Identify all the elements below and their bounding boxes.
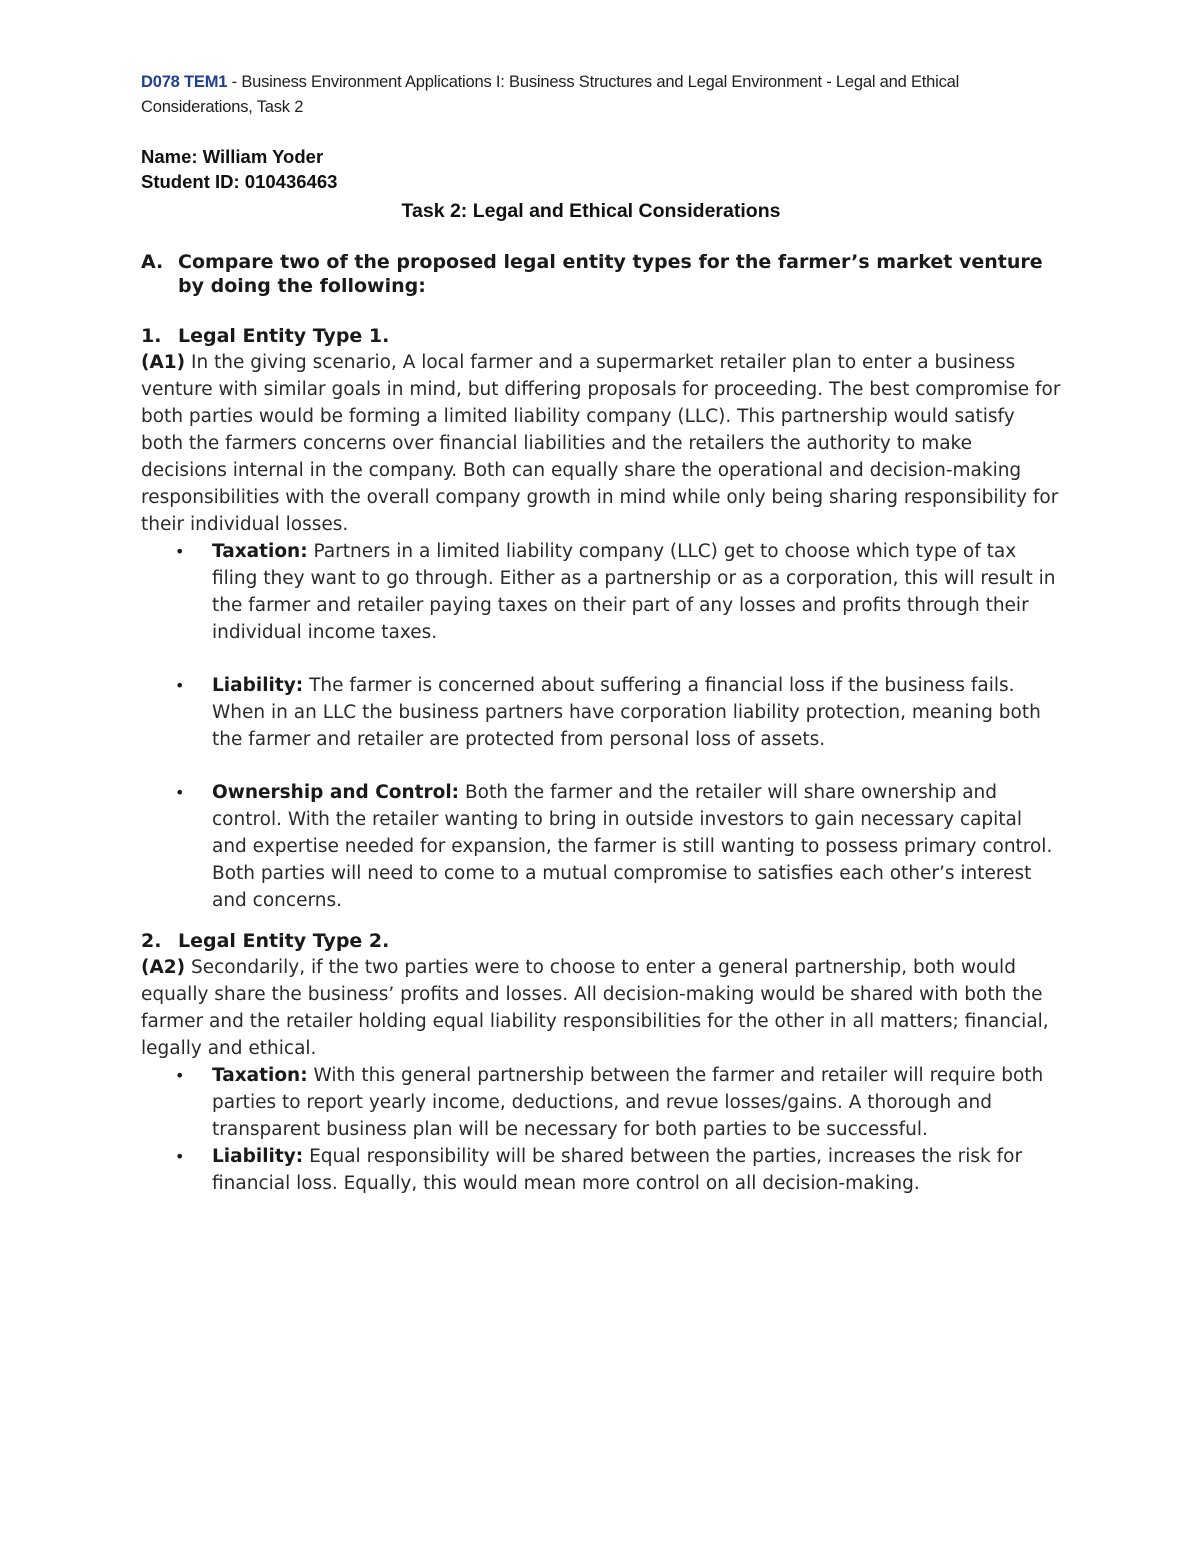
entity-1-title: Legal Entity Type 1. [178, 325, 390, 347]
bullet-term: Liability: [212, 1146, 304, 1167]
list-item [141, 779, 1061, 914]
entity-2-number: 2. [141, 930, 162, 952]
entity-2-heading [141, 928, 1061, 954]
bullet-icon: • [175, 783, 185, 802]
entity-2-paragraph [141, 954, 1061, 1062]
bullet-icon: • [175, 1066, 185, 1085]
student-info [141, 144, 1061, 194]
document-header [141, 70, 1061, 120]
bullet-term: Ownership and Control: [212, 782, 460, 803]
student-name: Name: William Yoder [141, 146, 324, 167]
bullet-text: Equal responsibility will be shared between the parties, increases the risk for financial loss. Equally, this would mean more control on all decision-making. [212, 1146, 1023, 1194]
section-a-text: Compare two of the proposed legal entity types for the farmer’s market venture by doing the following: [178, 251, 1043, 297]
task-title: Task 2: Legal and Ethical Considerations [401, 200, 781, 222]
a1-tag: (A1) [141, 352, 186, 373]
bullet-text: Both the farmer and the retailer will share ownership and control. With the retailer wanting to bring in outside investors to gain necessary capital and expertise needed for expansion, the farmer is still wanting to possess primary control. Both parties will need to come to a mutual compromise to satisfies each other’s interest and concerns. [212, 782, 1053, 911]
list-item [141, 538, 1061, 646]
section-a-heading [141, 250, 1061, 298]
bullet-text: The farmer is concerned about suffering a financial loss if the business fails. When in an LLC the business partners have corporation liability protection, meaning both the farmer and retailer are protected from personal loss of assets. [212, 675, 1041, 750]
entity-2-bullet-list [141, 1062, 1061, 1197]
entity-1-paragraph [141, 349, 1061, 538]
course-description: - Business Environment Applications I: Business Structures and Legal Environment - Legal and Ethical Considerations, Task 2 [141, 73, 960, 116]
entity-1-heading [141, 323, 1061, 349]
bullet-icon: • [175, 1147, 185, 1166]
bullet-icon: • [175, 542, 185, 561]
list-item [141, 672, 1061, 753]
list-item [141, 1062, 1061, 1143]
bullet-term: Liability: [212, 675, 304, 696]
bullet-text: Partners in a limited liability company (LLC) get to choose which type of tax filing they want to go through. Either as a partnership or as a corporation, this will result in the farmer and retailer paying taxes on their part of any losses and profits through their individual income taxes. [212, 541, 1056, 643]
course-code: D078 TEM1 [141, 73, 228, 91]
bullet-term: Taxation: [212, 1065, 308, 1086]
student-id: Student ID: 010436463 [141, 171, 338, 192]
section-a-letter: A. [141, 251, 164, 273]
entity-2-title: Legal Entity Type 2. [178, 930, 390, 952]
a2-tag: (A2) [141, 957, 186, 978]
bullet-term: Taxation: [212, 541, 308, 562]
entity-1-bullet-list [141, 538, 1061, 914]
list-item [141, 1143, 1061, 1197]
bullet-text: With this general partnership between the farmer and retailer will require both parties to report yearly income, deductions, and revue losses/gains. A thorough and transparent business plan will be necessary for both parties to be successful. [212, 1065, 1044, 1140]
a1-text: In the giving scenario, A local farmer and a supermarket retailer plan to enter a business venture with similar goals in mind, but differing proposals for proceeding. The best compromise for both parties would be forming a limited liability company (LLC). This partnership would satisfy both the farmers concerns over financial liabilities and the retailers the authority to make decisions internal in the company. Both can equally share the operational and decision-making responsibilities with the overall company growth in mind while only being sharing responsibility for their individual losses. [141, 352, 1061, 535]
entity-1-number: 1. [141, 325, 162, 347]
a2-text: Secondarily, if the two parties were to choose to enter a general partnership, both would equally share the business’ profits and losses. All decision-making would be shared with both the farmer and the retailer holding equal liability responsibilities for the other in all matters; financial, legally and ethical. [141, 957, 1049, 1059]
document-page [141, 70, 1061, 1197]
bullet-icon: • [175, 676, 185, 695]
